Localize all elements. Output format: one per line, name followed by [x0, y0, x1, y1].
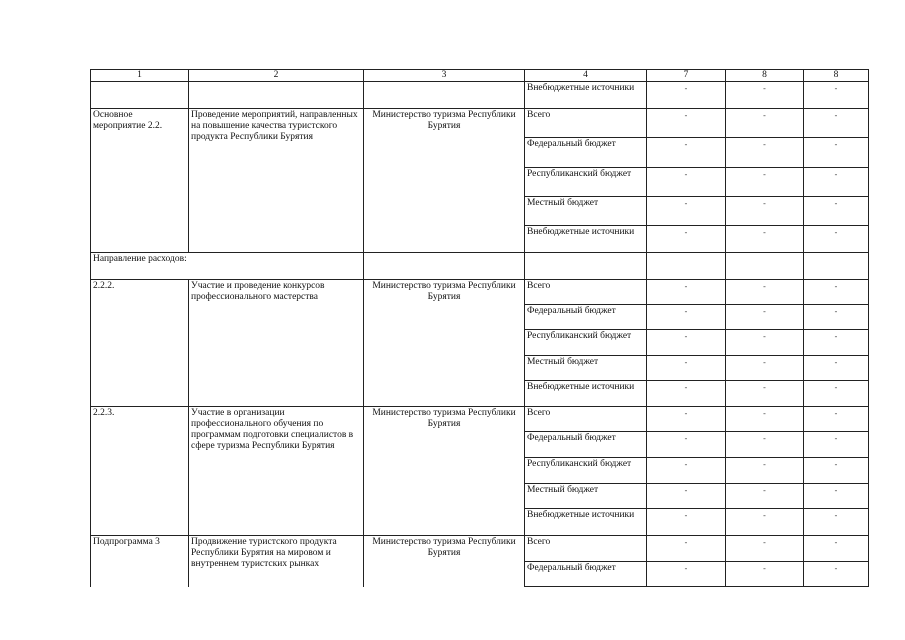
- empty-cell: [726, 253, 804, 280]
- item-code-cell: Основное мероприятие 2.2.: [91, 109, 189, 253]
- value-cell: -: [804, 562, 869, 587]
- value-cell: -: [726, 197, 804, 226]
- source-cell: Всего: [525, 407, 647, 432]
- value-cell: -: [647, 82, 726, 109]
- value-cell: -: [726, 138, 804, 168]
- header-cell: 2: [189, 70, 364, 82]
- empty-cell: [91, 82, 189, 109]
- item-name-cell: Участие в организации профессионального обучения по программам подготовки специалистов в сфере туризма Республики Бурятия: [189, 407, 364, 536]
- value-cell: -: [726, 562, 804, 587]
- value-cell: -: [804, 109, 869, 138]
- value-cell: -: [647, 407, 726, 432]
- section-heading-cell: Направление расходов:: [91, 253, 364, 280]
- value-cell: -: [647, 330, 726, 356]
- source-cell: Местный бюджет: [525, 356, 647, 381]
- value-cell: -: [804, 356, 869, 381]
- header-cell: 3: [364, 70, 525, 82]
- value-cell: -: [726, 330, 804, 356]
- table-row: [91, 280, 869, 305]
- table-row: [91, 536, 869, 562]
- value-cell: -: [804, 432, 869, 458]
- table-row: [91, 82, 869, 109]
- value-cell: -: [726, 484, 804, 509]
- source-cell: Внебюджетные источники: [525, 82, 647, 109]
- value-cell: -: [647, 381, 726, 407]
- source-cell: Всего: [525, 109, 647, 138]
- value-cell: -: [804, 536, 869, 562]
- value-cell: -: [804, 305, 869, 330]
- value-cell: -: [804, 280, 869, 305]
- item-name-cell: Продвижение туристского продукта Республики Бурятия на мировом и внутреннем туристских рынках: [189, 536, 364, 587]
- value-cell: -: [726, 381, 804, 407]
- budget-table: [90, 69, 869, 587]
- value-cell: -: [647, 562, 726, 587]
- header-cell: 1: [91, 70, 189, 82]
- value-cell: -: [647, 509, 726, 536]
- header-row: [91, 70, 869, 82]
- value-cell: -: [804, 138, 869, 168]
- value-cell: -: [804, 82, 869, 109]
- value-cell: -: [804, 330, 869, 356]
- empty-cell: [804, 253, 869, 280]
- value-cell: -: [726, 458, 804, 484]
- value-cell: -: [726, 536, 804, 562]
- value-cell: -: [804, 197, 869, 226]
- value-cell: -: [647, 280, 726, 305]
- source-cell: Всего: [525, 280, 647, 305]
- value-cell: -: [647, 109, 726, 138]
- value-cell: -: [647, 432, 726, 458]
- empty-cell: [525, 253, 647, 280]
- value-cell: -: [647, 168, 726, 197]
- value-cell: -: [726, 407, 804, 432]
- value-cell: -: [804, 407, 869, 432]
- item-name-cell: Участие и проведение конкурсов профессионального мастерства: [189, 280, 364, 407]
- value-cell: -: [647, 536, 726, 562]
- header-cell: 8: [726, 70, 804, 82]
- value-cell: -: [726, 305, 804, 330]
- table-row: [91, 253, 869, 280]
- executor-cell: Министерство туризма Республики Бурятия: [364, 280, 525, 407]
- value-cell: -: [647, 484, 726, 509]
- source-cell: Местный бюджет: [525, 484, 647, 509]
- value-cell: -: [726, 109, 804, 138]
- table-row: [91, 407, 869, 432]
- table-row: [91, 109, 869, 138]
- value-cell: -: [726, 226, 804, 253]
- item-code-cell: 2.2.2.: [91, 280, 189, 407]
- value-cell: -: [804, 458, 869, 484]
- header-cell: 8: [804, 70, 869, 82]
- value-cell: -: [726, 168, 804, 197]
- value-cell: -: [804, 509, 869, 536]
- source-cell: Федеральный бюджет: [525, 138, 647, 168]
- value-cell: -: [647, 356, 726, 381]
- source-cell: Всего: [525, 536, 647, 562]
- item-code-cell: 2.2.3.: [91, 407, 189, 536]
- source-cell: Республиканский бюджет: [525, 330, 647, 356]
- value-cell: -: [647, 305, 726, 330]
- value-cell: -: [726, 509, 804, 536]
- value-cell: -: [726, 432, 804, 458]
- source-cell: Республиканский бюджет: [525, 168, 647, 197]
- value-cell: -: [647, 197, 726, 226]
- source-cell: Внебюджетные источники: [525, 509, 647, 536]
- source-cell: Внебюджетные источники: [525, 381, 647, 407]
- value-cell: -: [804, 381, 869, 407]
- header-cell: 7: [647, 70, 726, 82]
- value-cell: -: [726, 82, 804, 109]
- source-cell: Местный бюджет: [525, 197, 647, 226]
- empty-cell: [364, 82, 525, 109]
- item-name-cell: Проведение мероприятий, направленных на повышение качества туристского продукта Республики Бурятия: [189, 109, 364, 253]
- executor-cell: Министерство туризма Республики Бурятия: [364, 407, 525, 536]
- value-cell: -: [647, 458, 726, 484]
- table-body: [91, 70, 869, 587]
- value-cell: -: [726, 280, 804, 305]
- value-cell: -: [804, 484, 869, 509]
- source-cell: Внебюджетные источники: [525, 226, 647, 253]
- value-cell: -: [647, 226, 726, 253]
- source-cell: Федеральный бюджет: [525, 562, 647, 587]
- value-cell: -: [726, 356, 804, 381]
- empty-cell: [189, 82, 364, 109]
- empty-cell: [647, 253, 726, 280]
- value-cell: -: [647, 138, 726, 168]
- header-cell: 4: [525, 70, 647, 82]
- source-cell: Федеральный бюджет: [525, 305, 647, 330]
- value-cell: -: [804, 226, 869, 253]
- executor-cell: Министерство туризма Республики Бурятия: [364, 536, 525, 587]
- item-code-cell: Подпрограмма 3: [91, 536, 189, 587]
- executor-cell: Министерство туризма Республики Бурятия: [364, 109, 525, 253]
- value-cell: -: [804, 168, 869, 197]
- source-cell: Республиканский бюджет: [525, 458, 647, 484]
- empty-cell: [364, 253, 525, 280]
- source-cell: Федеральный бюджет: [525, 432, 647, 458]
